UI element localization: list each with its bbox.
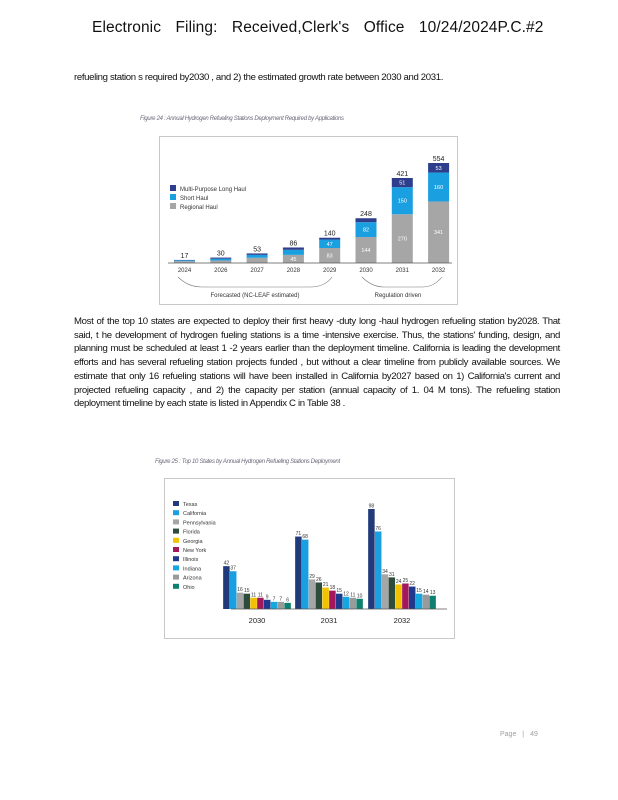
x-tick-2032: 2032 (393, 616, 411, 625)
total-label-2030: 248 (360, 211, 372, 219)
bar-2031-5 (329, 591, 336, 609)
legend-swatch-5 (173, 547, 179, 552)
value-label-2030-5: 11 (257, 592, 264, 599)
seg-label-2031-1: 150 (397, 198, 407, 205)
value-label-2031-6: 15 (336, 588, 342, 595)
bar-2031-7 (343, 597, 350, 609)
bar-2032-0 (368, 509, 375, 609)
figure-25-grouped-bar-chart (165, 479, 454, 638)
bar-2030-3 (244, 594, 251, 609)
legend-label-2: Pennsylvania (183, 520, 216, 527)
value-label-2032-2: 34 (382, 568, 388, 575)
x-tick-2032: 2032 (431, 268, 446, 274)
bar-2027-seg-2 (247, 253, 268, 254)
bar-2032-4 (395, 585, 402, 609)
total-label-2026: 30 (216, 250, 225, 258)
value-label-2032-3: 31 (389, 571, 395, 578)
legend-label-2: Regional Haul (180, 205, 218, 211)
bar-2032-8 (423, 595, 430, 609)
figure-24-caption: Figure 24 : Annual Hydrogen Refueling Stations Deployment Required by Applications (140, 116, 344, 122)
seg-label-2032-2: 53 (435, 165, 442, 172)
seg-label-2032-1: 160 (434, 185, 444, 192)
value-label-2031-9: 10 (356, 593, 363, 600)
group-bracket-forecasted (178, 277, 332, 287)
seg-label-2031-2: 51 (399, 180, 406, 187)
total-label-2032: 554 (432, 156, 445, 163)
bar-2026-seg-1 (210, 259, 231, 261)
value-label-2030-6: 9 (265, 594, 269, 601)
total-label-2027: 53 (253, 246, 261, 254)
electronic-filing-header: Electronic Filing: Received,Clerk's Office 10/24/2024P.C.#2 (92, 19, 544, 36)
value-label-2032-8: 14 (423, 589, 429, 596)
bar-2032-9 (429, 596, 436, 609)
page-label: Page | (500, 731, 525, 738)
legend-label-0: Texas (183, 502, 198, 508)
x-tick-2029: 2029 (323, 268, 337, 274)
bar-2031-2 (309, 579, 316, 609)
value-label-2032-7: 15 (416, 588, 422, 595)
bar-2032-2 (382, 574, 389, 609)
group-bracket-regulation (362, 277, 442, 287)
bar-2031-1 (302, 540, 309, 609)
bar-2031-0 (295, 537, 302, 609)
bar-2031-4 (322, 588, 329, 609)
seg-label-2031-0: 270 (397, 236, 407, 243)
value-label-2030-8: 7 (279, 596, 283, 603)
value-label-2030-3: 15 (244, 588, 250, 595)
seg-label-2028-0: 45 (290, 256, 297, 263)
bar-2032-1 (375, 531, 382, 609)
group-label-regulation: Regulation driven (374, 293, 422, 299)
value-label-2030-9: 6 (286, 597, 289, 604)
legend-label-9: Ohio (183, 584, 195, 591)
bar-2027-seg-1 (247, 255, 268, 258)
bar-2026-seg-0 (210, 260, 231, 263)
figure-24-chart-box (159, 136, 458, 305)
legend-label-5: New York (183, 548, 207, 554)
value-label-2032-5: 25 (402, 577, 409, 584)
legend-swatch-6 (173, 556, 179, 561)
value-label-2031-8: 11 (350, 592, 356, 599)
legend-label-1: California (183, 511, 207, 518)
bar-2030-6 (264, 600, 271, 609)
legend-swatch-0 (173, 501, 179, 506)
bar-2031-6 (336, 594, 343, 609)
value-label-2031-0: 71 (295, 531, 302, 538)
bar-2032-3 (389, 577, 396, 609)
x-tick-2028: 2028 (286, 268, 301, 274)
legend-swatch-3 (173, 529, 179, 534)
figure-25-caption: Figure 25 : Top 10 States by Annual Hydrogen Refueling Stations Deployment (155, 459, 340, 465)
bar-2030-1 (230, 571, 237, 609)
seg-label-2030-1: 82 (362, 227, 370, 234)
value-label-2032-9: 13 (429, 590, 436, 597)
figure-25-chart-box (164, 478, 455, 639)
value-label-2032-4: 24 (395, 579, 402, 586)
value-label-2030-1: 37 (230, 565, 236, 572)
value-label-2031-5: 18 (329, 585, 336, 592)
legend-swatch-8 (173, 575, 179, 580)
legend-label-7: Indiana (183, 566, 202, 573)
bar-2028-seg-2 (283, 247, 304, 249)
bar-2030-9 (284, 603, 291, 609)
value-label-2031-1: 68 (302, 534, 308, 541)
legend-label-3: Florida (183, 529, 200, 536)
seg-label-2030-0: 144 (361, 248, 371, 255)
value-label-2031-2: 29 (309, 573, 315, 580)
page-footer (500, 731, 538, 738)
bar-2026-seg-2 (210, 258, 231, 259)
bar-2028-seg-1 (283, 250, 304, 255)
value-label-2032-0: 98 (368, 503, 375, 510)
bar-2030-4 (250, 598, 257, 609)
total-label-2029: 140 (323, 230, 336, 238)
bar-2031-9 (356, 599, 363, 609)
x-tick-2030: 2030 (248, 616, 266, 625)
bar-2030-7 (271, 602, 278, 609)
x-tick-2026: 2026 (214, 268, 228, 274)
total-label-2028: 86 (289, 240, 298, 248)
value-label-2030-0: 42 (223, 560, 230, 567)
legend-swatch-2 (170, 203, 176, 209)
bar-2027-seg-0 (247, 258, 268, 263)
legend-label-8: Arizona (183, 575, 202, 582)
legend-label-6: Illinois (183, 557, 199, 564)
legend-label-1: Short Haul (180, 196, 209, 202)
value-label-2030-4: 11 (250, 592, 257, 599)
bar-2031-8 (350, 598, 357, 609)
seg-label-2029-1: 47 (326, 241, 333, 248)
legend-label-0: Multi-Purpose Long Haul (180, 187, 247, 193)
bar-2030-seg-2 (356, 218, 377, 222)
value-label-2031-4: 21 (322, 582, 329, 589)
legend-swatch-4 (173, 538, 179, 543)
figure-24-stacked-bar-chart (160, 137, 457, 304)
bar-2032-6 (409, 587, 416, 609)
bar-2030-5 (257, 598, 264, 609)
value-label-2030-2: 16 (237, 587, 243, 594)
value-label-2031-7: 12 (343, 591, 349, 598)
bar-2032-7 (416, 594, 423, 609)
bar-2030-2 (237, 593, 244, 609)
value-label-2031-3: 26 (316, 576, 322, 583)
x-tick-2031: 2031 (395, 268, 409, 274)
intro-paragraph: refueling station s required by2030 , and 2) the estimated growth rate between 2030 and 2031. (74, 72, 444, 83)
total-label-2031: 421 (396, 170, 409, 178)
legend-swatch-2 (173, 519, 179, 524)
legend-label-4: Georgia (183, 538, 203, 545)
bar-2030-0 (223, 566, 230, 609)
legend-swatch-0 (170, 185, 176, 191)
value-label-2032-6: 22 (409, 581, 415, 588)
legend-swatch-9 (173, 584, 179, 589)
group-label-forecasted: Forecasted (NC-LEAF estimated) (210, 293, 300, 299)
legend-swatch-7 (173, 565, 179, 570)
body-paragraph: Most of the top 10 states are expected to deploy their first heavy -duty long -haul hydrogen refueling station by2028. That said, t he development of hydrogen fueling stations is a time -intensive exercise. Thus, the stations' funding, design, and planning must be scheduled at least 1 -2 years earlier than the deployment timeline. California is leading the development efforts and has several refueling station projects funded , but without a clear timeline from publicly available sources. We estimate that only 16 refueling stations will have been installed in California by2027 based on 1) California's current and projected refueling capacity , and 2) the capacity per station (annual capacity of 1. 04 M tons). The refueling station deployment timeline by each state is listed in Appendix C in Table 38 . (74, 316, 560, 410)
value-label-2032-1: 76 (375, 525, 381, 532)
legend-swatch-1 (173, 510, 179, 515)
total-label-2024: 17 (180, 252, 189, 260)
x-tick-2030: 2030 (359, 268, 373, 274)
bar-2032-5 (402, 583, 409, 609)
seg-label-2029-0: 83 (326, 253, 333, 260)
seg-label-2032-0: 341 (434, 230, 444, 237)
x-tick-2024: 2024 (177, 268, 192, 274)
x-tick-2031: 2031 (320, 616, 338, 625)
bar-2031-3 (316, 582, 323, 609)
value-label-2030-7: 7 (272, 596, 276, 603)
legend-swatch-1 (170, 194, 176, 200)
bar-2030-8 (278, 602, 285, 609)
x-tick-2027: 2027 (250, 268, 264, 274)
bar-2029-seg-2 (319, 238, 340, 240)
page-number: 49 (530, 731, 538, 738)
bar-2024-seg-1 (174, 260, 195, 261)
